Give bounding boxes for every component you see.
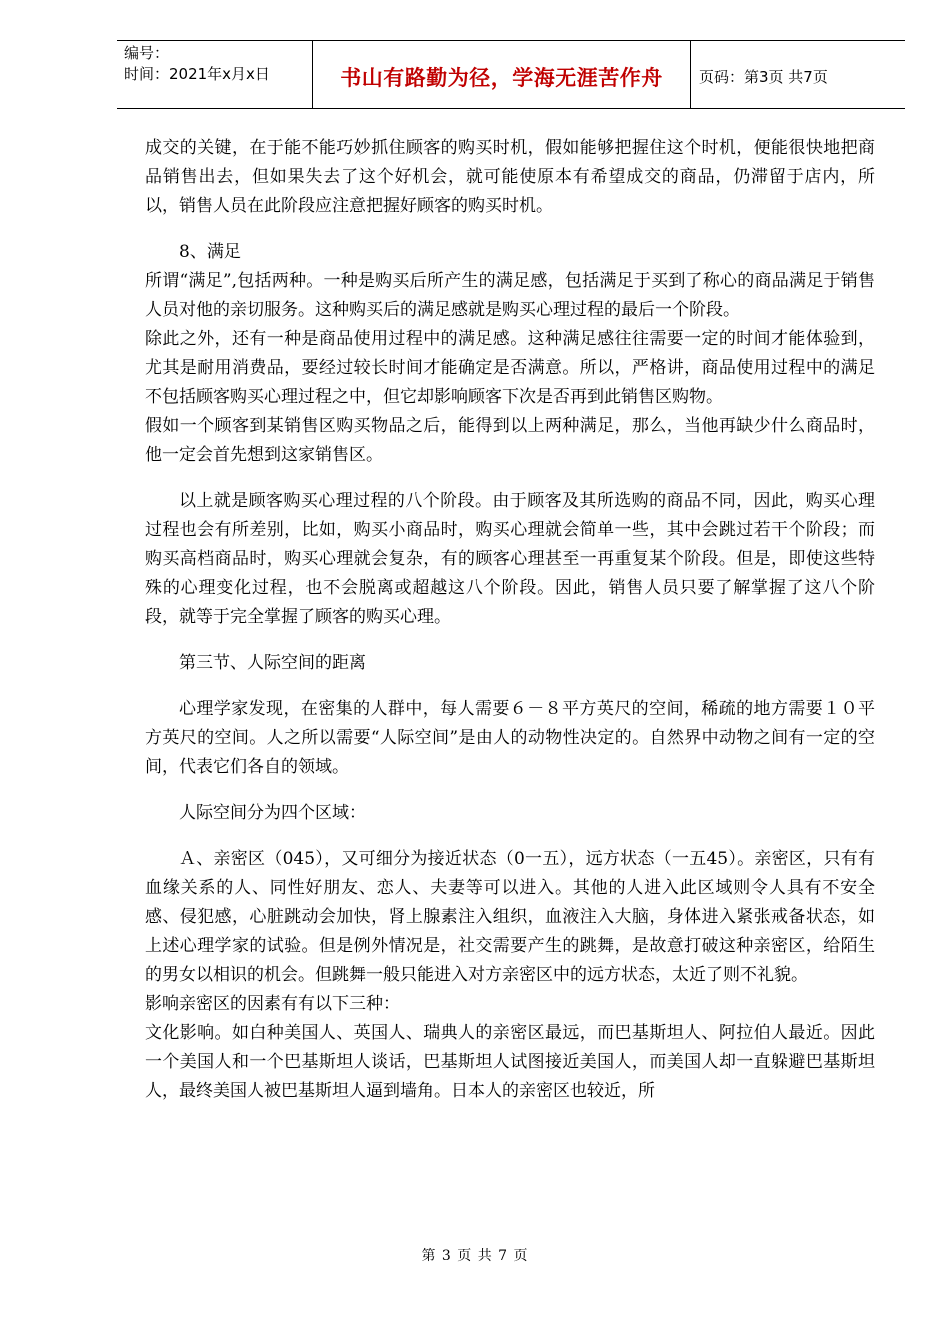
paragraph: 所谓“满足”,包括两种。一种是购买后所产生的满足感，包括满足于买到了称心的商品满足于销售人员对他的亲切服务。这种购买后的满足感就是购买心理过程的最后一个阶段。 — [145, 271, 875, 320]
header-motto: 书山有路勤为径，学海无涯苦作舟 — [313, 41, 691, 108]
header-page-info: 页码：第3页 共7页 — [699, 68, 828, 86]
paragraph: 影响亲密区的因素有有以下三种： — [145, 994, 400, 1014]
section-heading: 8、满足 — [179, 242, 241, 262]
paragraph: 心理学家发现，在密集的人群中，每人需要６－８平方英尺的空间，稀疏的地方需要１０平方英尺的空间。人之所以需要“人际空间”是由人的动物性决定的。自然界中动物之间有一定的空间，代表它们各自的领域。 — [145, 699, 875, 777]
section-heading: 第三节、人际空间的距离 — [179, 653, 366, 673]
paragraph: Ａ、亲密区（045），又可细分为接近状态（0一五），远方状态（一五45）。亲密区，只有有血缘关系的人、同性好朋友、恋人、夫妻等可以进入。其他的人进入此区域则令人具有不安全感、侵犯感，心脏跳动会加快，肾上腺素注入组织，血液注入大脑，身体进入紧张戒备状态，如上述心理学家的试验。但是例外情况是，社交需要产生的跳舞，是故意打破这种亲密区，给陌生的男女以相识的机会。但跳舞一般只能进入对方亲密区中的远方状态，太近了则不礼貌。 — [145, 849, 875, 985]
paragraph: 假如一个顾客到某销售区购买物品之后，能得到以上两种满足，那么，当他再缺少什么商品时，他一定会首先想到这家销售区。 — [145, 416, 875, 465]
document-number: 编号： — [124, 44, 170, 62]
paragraph: 人际空间分为四个区域： — [179, 803, 366, 823]
page-footer: 第 3 页 共 7 页 — [421, 1248, 529, 1264]
paragraph: 除此之外，还有一种是商品使用过程中的满足感。这种满足感往往需要一定的时间才能体验到，尤其是耐用消费品，要经过较长时间才能确定是否满意。所以，严格讲，商品使用过程中的满足不包括顾客购买心理过程之中，但它却影响顾客下次是否再到此销售区购物。 — [145, 329, 875, 407]
paragraph: 以上就是顾客购买心理过程的八个阶段。由于顾客及其所选购的商品不同，因此，购买心理过程也会有所差别，比如，购买小商品时，购买心理就会简单一些，其中会跳过若干个阶段；而购买高档商品时，购买心理就会复杂，有的顾客心理甚至一再重复某个阶段。但是，即使这些特殊的心理变化过程，也不会脱离或超越这八个阶段。因此，销售人员只要了解掌握了这八个阶段，就等于完全掌握了顾客的购买心理。 — [145, 491, 875, 627]
page-header — [117, 40, 905, 109]
paragraph: 文化影响。如白种美国人、英国人、瑞典人的亲密区最远，而巴基斯坦人、阿拉伯人最近。因此一个美国人和一个巴基斯坦人谈话，巴基斯坦人试图接近美国人，而美国人却一直躲避巴基斯坦人，最终美国人被巴基斯坦人逼到墙角。日本人的亲密区也较近，所 — [145, 1023, 875, 1101]
header-meta — [117, 41, 313, 108]
document-body — [145, 134, 875, 1106]
document-time: 时间：2021年x月x日 — [124, 65, 270, 83]
paragraph: 成交的关键，在于能不能巧妙抓住顾客的购买时机，假如能够把握住这个时机，便能很快地把商品销售出去，但如果失去了这个好机会，就可能使原本有希望成交的商品，仍滞留于店内，所以，销售人员在此阶段应注意把握好顾客的购买时机。 — [145, 138, 875, 216]
